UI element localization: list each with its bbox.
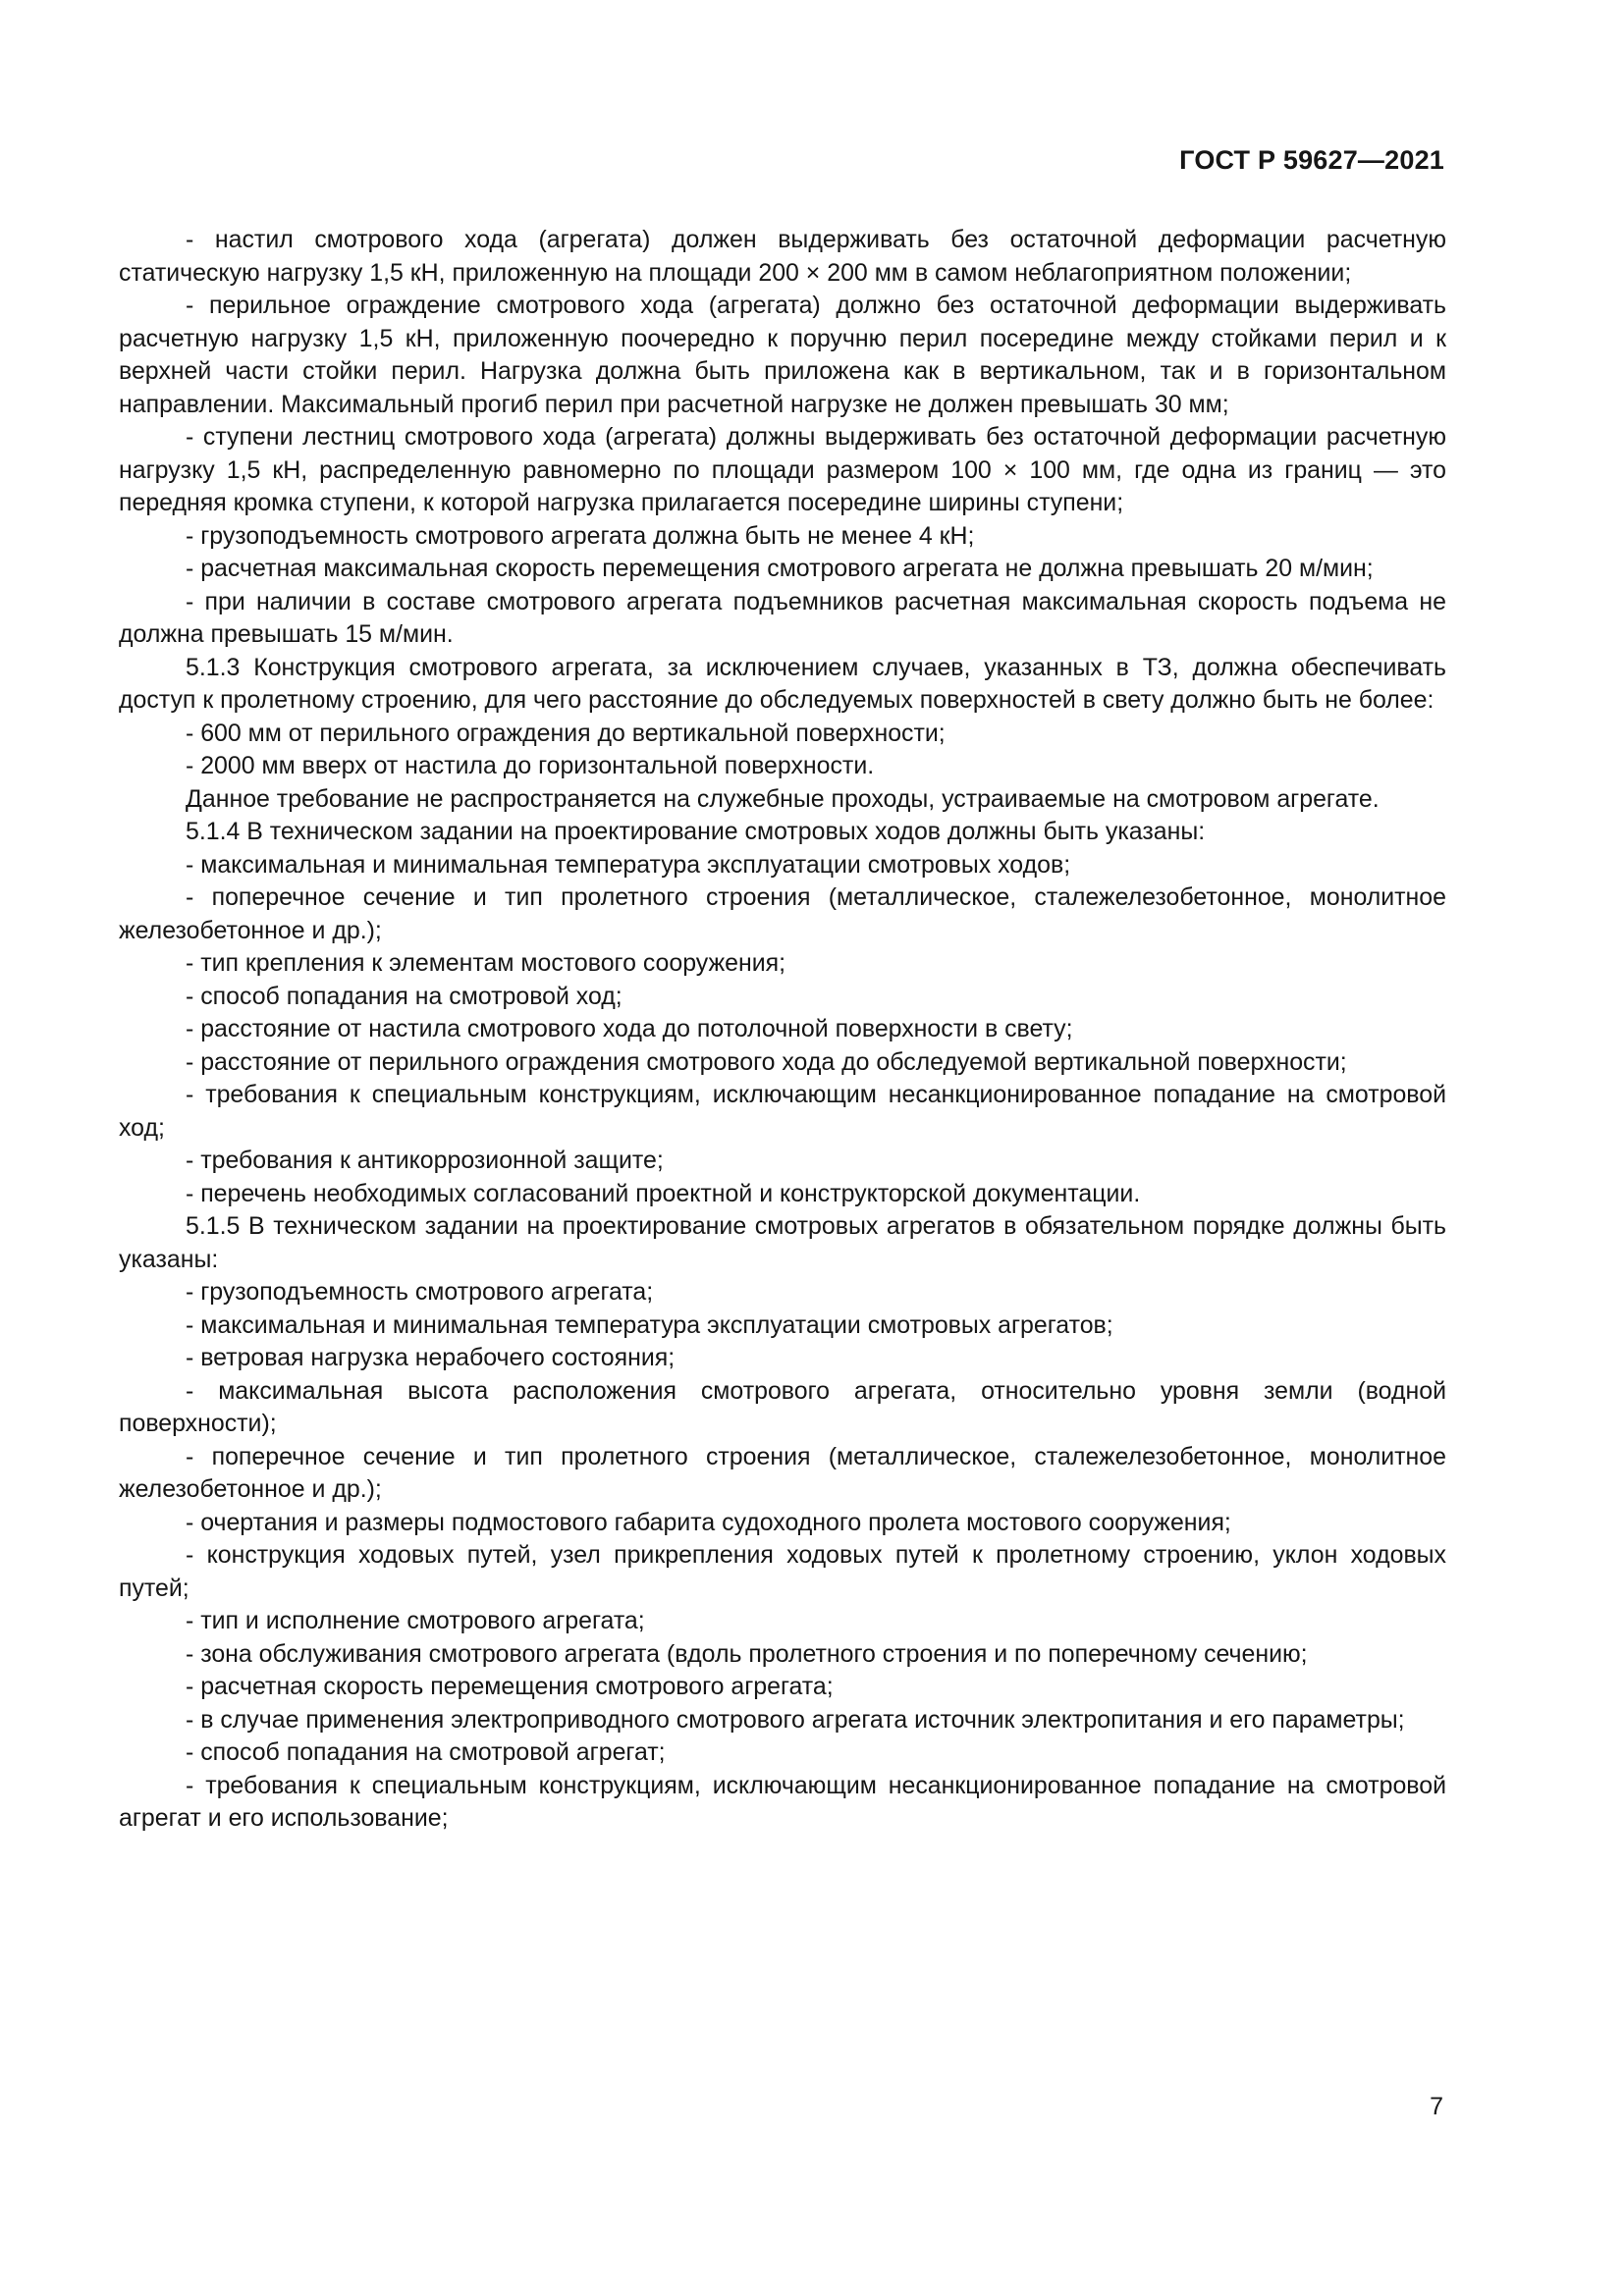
paragraph: - тип крепления к элементам мостового сооружения; <box>186 949 786 977</box>
paragraph: 5.1.4 В техническом задании на проектирование смотровых ходов должны быть указаны: <box>186 818 1206 845</box>
paragraph: - расчетная скорость перемещения смотрового агрегата; <box>186 1673 834 1700</box>
paragraph: - 2000 мм вверх от настила до горизонтальной поверхности. <box>186 752 875 779</box>
paragraph: - ветровая нагрузка нерабочего состояния; <box>186 1344 676 1371</box>
paragraph: - грузоподъемность смотрового агрегата; <box>186 1278 654 1306</box>
page-number: 7 <box>1430 2093 1443 2120</box>
paragraph: - 600 мм от перильного ограждения до вертикальной поверхности; <box>186 719 946 747</box>
paragraph: - требования к антикоррозионной защите; <box>186 1147 664 1174</box>
paragraph: - расстояние от перильного ограждения смотрового хода до обследуемой вертикальной поверхности; <box>186 1047 1347 1076</box>
paragraph: - расчетная максимальная скорость перемещения смотрового агрегата не должна превышать 20 м/мин; <box>186 555 1374 582</box>
paragraph: - конструкция ходовых путей, узел прикрепления ходовых путей к пролетному строению, уклон ходовых путей; <box>119 1541 1446 1602</box>
paragraph: - ступени лестниц смотрового хода (агрегата) должны выдерживать без остаточной деформации расчетную нагрузку 1,5 кН, распределенную равномерно по площади размером 100 × 100 мм, где одна из границ — это передняя кромка ступени, к которой нагрузка прилагается посередине ширины ступени; <box>119 423 1446 516</box>
paragraph: - в случае применения электроприводного смотрового агрегата источник электропитания и его параметры; <box>186 1705 1405 1734</box>
paragraph: - требования к специальным конструкциям, исключающим несанкционированное попадание на смотровой агрегат и его использование; <box>119 1771 1446 1832</box>
paragraph: Данное требование не распространяется на служебные проходы, устраиваемые на смотровом агрегате. <box>186 784 1380 813</box>
paragraph: - расстояние от настила смотрового хода до потолочной поверхности в свету; <box>186 1015 1073 1042</box>
page-header-standard-code: ГОСТ Р 59627—2021 <box>1179 145 1444 175</box>
paragraph: - перечень необходимых согласований проектной и конструкторской документации. <box>186 1179 1141 1207</box>
paragraph: - настил смотрового хода (агрегата) должен выдерживать без остаточной деформации расчетную статическую нагрузку 1,5 кН, приложенную на площади 200 × 200 мм в самом неблагоприятном положении; <box>119 226 1446 287</box>
paragraph: - максимальная и минимальная температура эксплуатации смотровых агрегатов; <box>186 1310 1113 1339</box>
paragraph: - поперечное сечение и тип пролетного строения (металлическое, сталежелезобетонное, монолитное железобетонное и др.); <box>119 1442 1446 1503</box>
paragraph: - максимальная высота расположения смотрового агрегата, относительно уровня земли (водной поверхности); <box>119 1376 1446 1437</box>
paragraph: - максимальная и минимальная температура эксплуатации смотровых ходов; <box>186 850 1071 879</box>
paragraph: - тип и исполнение смотрового агрегата; <box>186 1607 645 1634</box>
document-body <box>119 224 1446 1836</box>
paragraph: - способ попадания на смотровой агрегат; <box>186 1738 666 1766</box>
paragraph: - при наличии в составе смотрового агрегата подъемников расчетная максимальная скорость подъема не должна превышать 15 м/мин. <box>119 587 1446 648</box>
paragraph: 5.1.5 В техническом задании на проектирование смотровых агрегатов в обязательном порядке должны быть указаны: <box>119 1212 1446 1273</box>
paragraph: - перильное ограждение смотрового хода (агрегата) должно без остаточной деформации выдерживать расчетную нагрузку 1,5 кН, приложенную поочередно к поручню перил посередине между стойками перил и к верхней части стойки перил. Нагрузка должна быть приложена как в вертикальном, так и в горизонтальном направлении. Максимальный прогиб перил при расчетной нагрузке не должен превышать 30 мм; <box>119 292 1446 418</box>
paragraph: - требования к специальным конструкциям, исключающим несанкционированное попадание на смотровой ход; <box>119 1081 1446 1142</box>
paragraph: - способ попадания на смотровой ход; <box>186 982 623 1010</box>
paragraph: - очертания и размеры подмостового габарита судоходного пролета мостового сооружения; <box>186 1508 1231 1536</box>
paragraph: - грузоподъемность смотрового агрегата должна быть не менее 4 кН; <box>186 521 975 550</box>
paragraph: - поперечное сечение и тип пролетного строения (металлическое, сталежелезобетонное, монолитное железобетонное и др.); <box>119 883 1446 944</box>
paragraph: - зона обслуживания смотрового агрегата (вдоль пролетного строения и по поперечному сечению; <box>186 1639 1308 1668</box>
paragraph: 5.1.3 Конструкция смотрового агрегата, за исключением случаев, указанных в ТЗ, должна обеспечивать доступ к пролетному строению, для чего расстояние до обследуемых поверхностей в свету должно быть не более: <box>119 653 1446 714</box>
